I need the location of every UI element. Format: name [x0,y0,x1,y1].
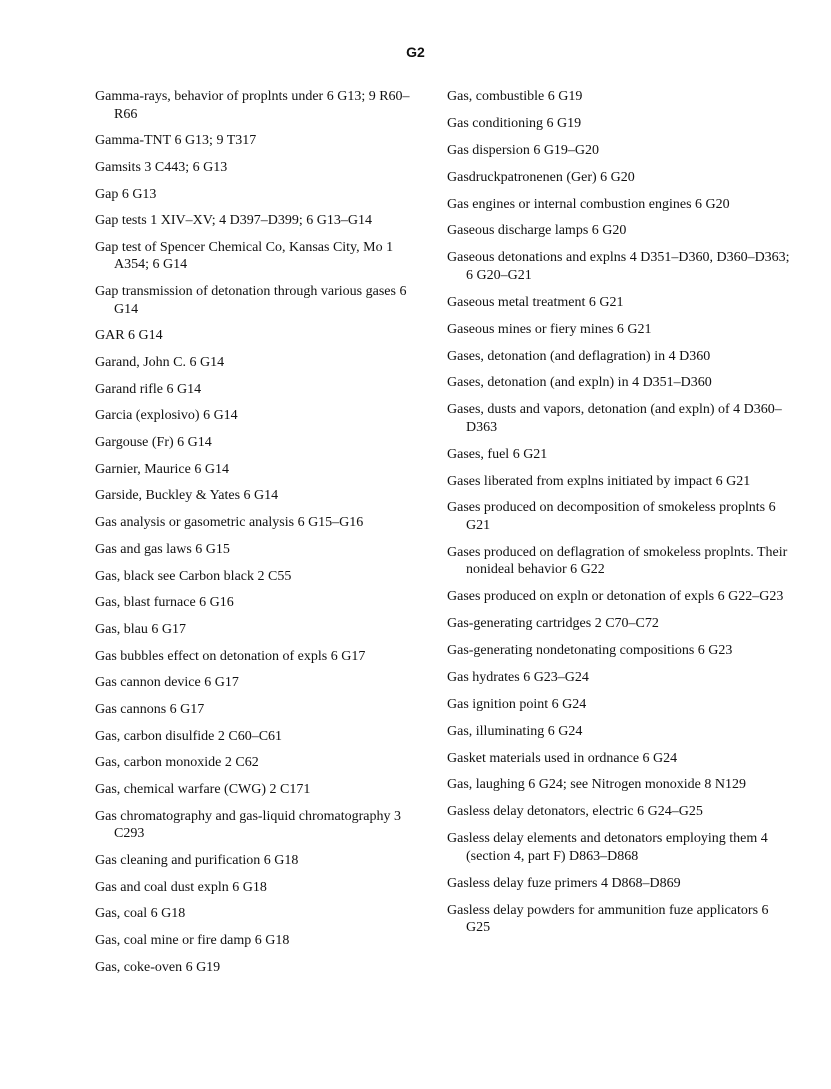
index-entry: Gas cleaning and purification 6 G18 [95,852,299,868]
index-entry: Gas analysis or gasometric analysis 6 G15–G16 [95,515,364,531]
index-column-left [95,88,425,985]
index-entry: Gas, coke-oven 6 G19 [95,959,221,975]
index-entry: Gas, illuminating 6 G24 [447,723,583,739]
index-entry: Gasless delay detonators, electric 6 G24–G25 [447,804,703,820]
index-entry: Gases liberated from explns initiated by impact 6 G21 [447,473,751,489]
index-entry: Gas cannon device 6 G17 [95,675,239,691]
index-entry: Gases, fuel 6 G21 [447,446,548,462]
index-entry: Gasless delay elements and detonators employing them 4 (section 4, part F) D863–D868 [447,831,768,864]
index-entry: Gas cannons 6 G17 [95,701,205,717]
index-entry: Gamsits 3 C443; 6 G13 [95,159,228,175]
index-entry: Gas, chemical warfare (CWG) 2 C171 [95,782,311,797]
index-entry: Garside, Buckley & Yates 6 G14 [95,488,279,504]
index-entry: Gases, detonation (and deflagration) in 4 D360 [447,348,711,364]
index-entry: Gaseous metal treatment 6 G21 [447,294,624,310]
index-entry: Gas, laughing 6 G24; see Nitrogen monoxide 8 N129 [447,777,747,793]
index-entry: Gas-generating cartridges 2 C70–C72 [447,616,659,632]
index-entry: Gas bubbles effect on detonation of expls 6 G17 [95,648,366,664]
index-entry: Gasdruckpatronenen (Ger) 6 G20 [447,169,635,185]
index-entry: Gap transmission of detonation through various gases 6 G14 [95,284,407,317]
index-entry: Gargouse (Fr) 6 G14 [95,435,212,451]
index-entry: Gas, blast furnace 6 G16 [95,595,234,611]
index-entry: Gas, coal 6 G18 [95,906,186,922]
index-entry: Gaseous detonations and explns 4 D351–D360, D360–D363; 6 G20–G21 [447,250,790,283]
index-entry: Gasless delay powders for ammunition fuze applicators 6 G25 [447,902,769,936]
page-header: G2 [406,44,425,60]
index-entry: Gasket materials used in ordnance 6 G24 [447,750,678,766]
index-entry: Gas conditioning 6 G19 [447,115,582,131]
index-entry: Gas, carbon monoxide 2 C62 [95,755,259,771]
index-entry: Garcia (explosivo) 6 G14 [95,408,238,424]
index-entry: Gas and gas laws 6 G15 [95,541,230,557]
index-entry: Gas, carbon disulfide 2 C60–C61 [95,728,283,744]
index-entry: Gas chromatography and gas-liquid chromatography 3 C293 [95,808,401,842]
index-entry: Gaseous mines or fiery mines 6 G21 [447,321,652,337]
index-entry: Gas ignition point 6 G24 [447,696,587,712]
index-entry: GAR 6 G14 [95,328,163,344]
index-entry: Gases produced on deflagration of smokeless proplnts. Their nonideal behavior 6 G22 [447,544,788,578]
index-entry: Gas-generating nondetonating compositions 6 G23 [447,643,733,659]
index-entry: Gaseous discharge lamps 6 G20 [447,223,627,239]
index-entry: Gas, coal mine or fire damp 6 G18 [95,932,290,948]
index-entry: Garnier, Maurice 6 G14 [95,461,229,477]
index-entry: Gas, blau 6 G17 [95,621,186,637]
index-entry: Gap test of Spencer Chemical Co, Kansas City, Mo 1 A354; 6 G14 [95,239,394,273]
index-entry: Gas, black see Carbon black 2 C55 [95,568,292,584]
index-entry: Garand rifle 6 G14 [95,381,202,397]
index-entry: Gamma-TNT 6 G13; 9 T317 [95,133,257,149]
index-entry: Gas hydrates 6 G23–G24 [447,669,589,685]
index-entry: Gases produced on decomposition of smokeless proplnts 6 G21 [447,500,776,533]
index-entry: Gases, dusts and vapors, detonation (and expln) of 4 D360–D363 [447,402,782,435]
index-entry: Gases, detonation (and expln) in 4 D351–D360 [447,375,712,391]
index-entry: Gas dispersion 6 G19–G20 [447,142,600,158]
index-entry: Gap 6 G13 [95,186,157,202]
index-entry: Gases produced on expln or detonation of expls 6 G22–G23 [447,589,784,605]
index-entry: Gas engines or internal combustion engines 6 G20 [447,196,730,212]
index-entry: Gas, combustible 6 G19 [447,89,583,104]
index-entry: Gas and coal dust expln 6 G18 [95,879,267,895]
index-entry: Gamma-rays, behavior of proplnts under 6 G13; 9 R60–R66 [95,89,410,122]
index-entry: Gasless delay fuze primers 4 D868–D869 [447,875,681,891]
index-column-right [447,88,792,946]
index-entry: Gap tests 1 XIV–XV; 4 D397–D399; 6 G13–G14 [95,213,372,229]
index-entry: Garand, John C. 6 G14 [95,355,225,370]
